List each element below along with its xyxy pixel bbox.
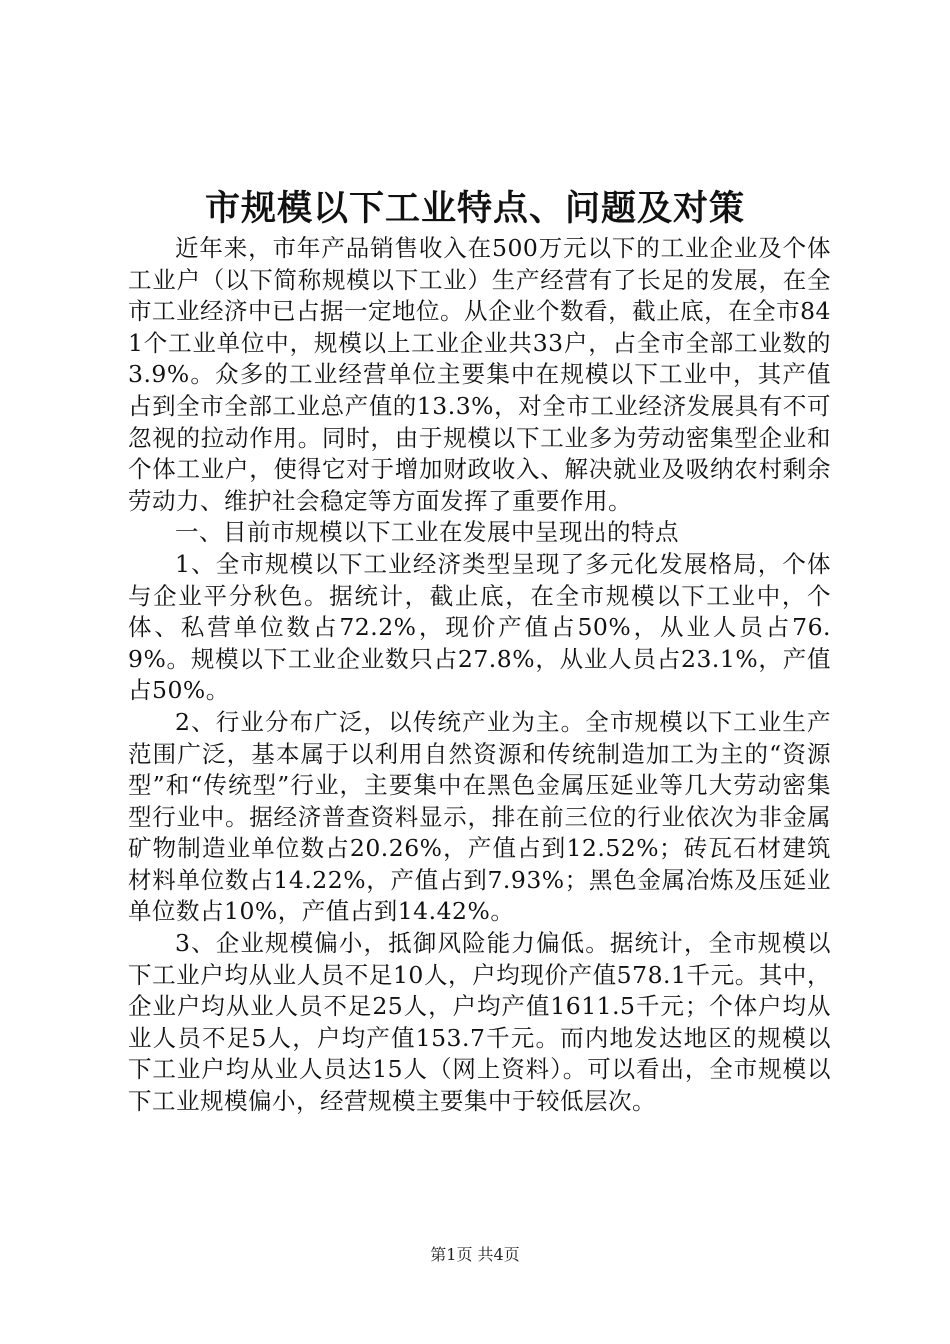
page-number-footer: 第1页 共4页 bbox=[430, 1245, 520, 1264]
point-paragraph-2: 2、行业分布广泛，以传统产业为主。全市规模以下工业生产范围广泛，基本属于以利用自然资源和传统制造加工为主的“资源型”和“传统型”行业，主要集中在黑色金属压延业等几大劳动密集型行业中。据经济普查资料显示，排在前三位的行业依次为非金属矿物制造业单位数占20.26%，产值占到12.52%；砖瓦石材建筑材料单位数占14.22%，产值占到7.93%；黑色金属冶炼及压延业单位数占10%，产值占到14.42%。 bbox=[128, 707, 831, 926]
section-heading-1: 一、目前市规模以下工业在发展中呈现出的特点 bbox=[175, 518, 679, 547]
document-title: 市规模以下工业特点、问题及对策 bbox=[204, 188, 745, 229]
document-body bbox=[128, 233, 831, 1118]
point-paragraph-1: 1、全市规模以下工业经济类型呈现了多元化发展格局，个体与企业平分秋色。据统计，截止底，在全市规模以下工业中，个体、私营单位数占72.2%，现价产值占50%，从业人员占76.9%。规模以下工业企业数只占27.8%，从业人员占23.1%，产值占50%。 bbox=[128, 549, 831, 705]
point-paragraph-3: 3、企业规模偏小，抵御风险能力偏低。据统计，全市规模以下工业户均从业人员不足10人，户均现价产值578.1千元。其中，企业户均从业人员不足25人，户均产值1611.5千元；个体户均从业人员不足5人，户均产值153.7千元。而内地发达地区的规模以下工业户均从业人员达15人（网上资料）。可以看出，全市规模以下工业规模偏小，经营规模主要集中于较低层次。 bbox=[128, 929, 831, 1116]
intro-paragraph: 近年来，市年产品销售收入在500万元以下的工业企业及个体工业户（以下简称规模以下工业）生产经营有了长足的发展，在全市工业经济中已占据一定地位。从企业个数看，截止底，在全市841个工业单位中，规模以上工业企业共33户，占全市全部工业数的3.9%。众多的工业经营单位主要集中在规模以下工业中，其产值占到全市全部工业总产值的13.3%，对全市工业经济发展具有不可忽视的拉动作用。同时，由于规模以下工业多为劳动密集型企业和个体工业户，使得它对于增加财政收入、解决就业及吸纳农村剩余劳动力、维护社会稳定等方面发挥了重要作用。 bbox=[128, 234, 831, 515]
